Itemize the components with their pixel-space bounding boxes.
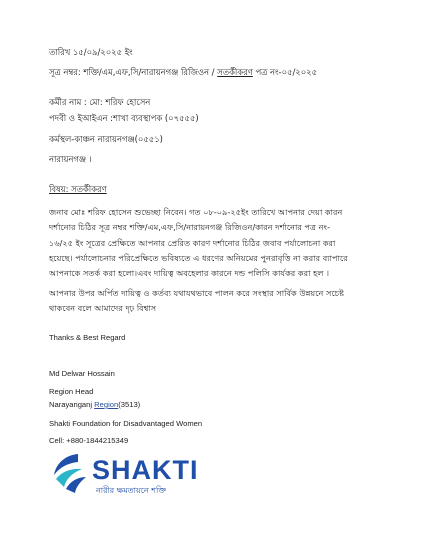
organization-name: Shakti Foundation for Disadvantaged Women	[49, 419, 203, 428]
reference-suffix: পত্র নং-০৫/২০২৫	[252, 67, 318, 77]
logo-wordmark: SHAKTI	[92, 455, 199, 485]
signatory-name: Md Delwar Hossain	[49, 369, 115, 378]
region-prefix: Narayanganj	[49, 400, 95, 409]
region-code: (3513)	[118, 400, 141, 409]
body-paragraph-2	[49, 286, 405, 317]
district: নারায়নগঞ্জ ।	[49, 154, 92, 164]
reference-underlined: সতর্কীকরণ	[217, 67, 253, 77]
reference-prefix: সূত্র নম্বর: শক্তি/এম,এফ,সি/নারায়নগঞ্জ রিজিওন /	[49, 67, 218, 77]
employee-name: কর্মীর নাম : মো: শরিফ হোসেন	[49, 97, 151, 107]
designation: পদবী ও ইআইএন :শাখা ব্যবস্থাপক (০৭৫৫৫)	[49, 113, 199, 123]
phone-number: Cell: +880-1844215349	[49, 436, 129, 445]
date-line: তারিখ ১৫/০৯/২০২৫ ইং	[49, 47, 133, 57]
workplace: কর্মস্থল-কাঞ্চন নারায়নগঞ্জ(০৫৫১)	[49, 134, 163, 144]
paragraph-line: দর্শানোর চিঠির সূত্র নম্বর শক্তি/এম,এফ,সি/নারায়নগঞ্জ রিজিওন/কারন দর্শানোর পত্র নং-	[49, 222, 331, 233]
paragraph-line: জনাব মোঃ শরিফ হোসেন শুভেচ্ছা নিবেন। গত ০৮-০৯-২৫ইং তারিখে আপনার দেয়া কারন	[49, 207, 343, 217]
paragraph-line: ১৬/২৫ ইং সূত্রের প্রেক্ষিতে আপনার প্রেরিত কারণ দর্শানোর চিঠির জবাব পর্যালোচনা করা	[49, 237, 336, 248]
region-link[interactable]: Region	[94, 400, 119, 409]
shakti-logo	[48, 451, 218, 499]
signatory-region	[49, 399, 140, 410]
paragraph-line: আপনার উপর অর্পিত দায়িত্ব ও কর্তব্য যথাযথভাবে পালন করে সংস্থার সার্বিক উন্নয়নে সচেষ্ট	[49, 288, 345, 298]
reference-line	[49, 67, 317, 78]
paragraph-line: থাকবেন বলে আমাদের দৃঢ় বিশ্বাস	[49, 303, 157, 314]
subject-line: বিষয়: সতর্কীকরণ	[49, 184, 107, 194]
paragraph-line: হয়েছে। পর্যালোচনার পরিপ্রেক্ষিতে ভবিষ্যতে এ ধরণের অনিয়মের পুনরাবৃত্তি না করার ব্যাপারে	[49, 252, 348, 263]
paragraph-line: আপনাকে সতর্ক করা হলো।এবং দায়িত্ব অবহেলার কারনে দন্ড পলিসি কার্যকর করা হল ।	[49, 268, 330, 279]
signatory-title: Region Head	[49, 387, 94, 396]
shakti-emblem-icon	[48, 451, 90, 495]
body-paragraph-1	[49, 205, 405, 281]
logo-tagline: নারীর ক্ষমতায়নে শক্তি	[96, 486, 167, 495]
closing-text: Thanks & Best Regard	[49, 333, 126, 342]
